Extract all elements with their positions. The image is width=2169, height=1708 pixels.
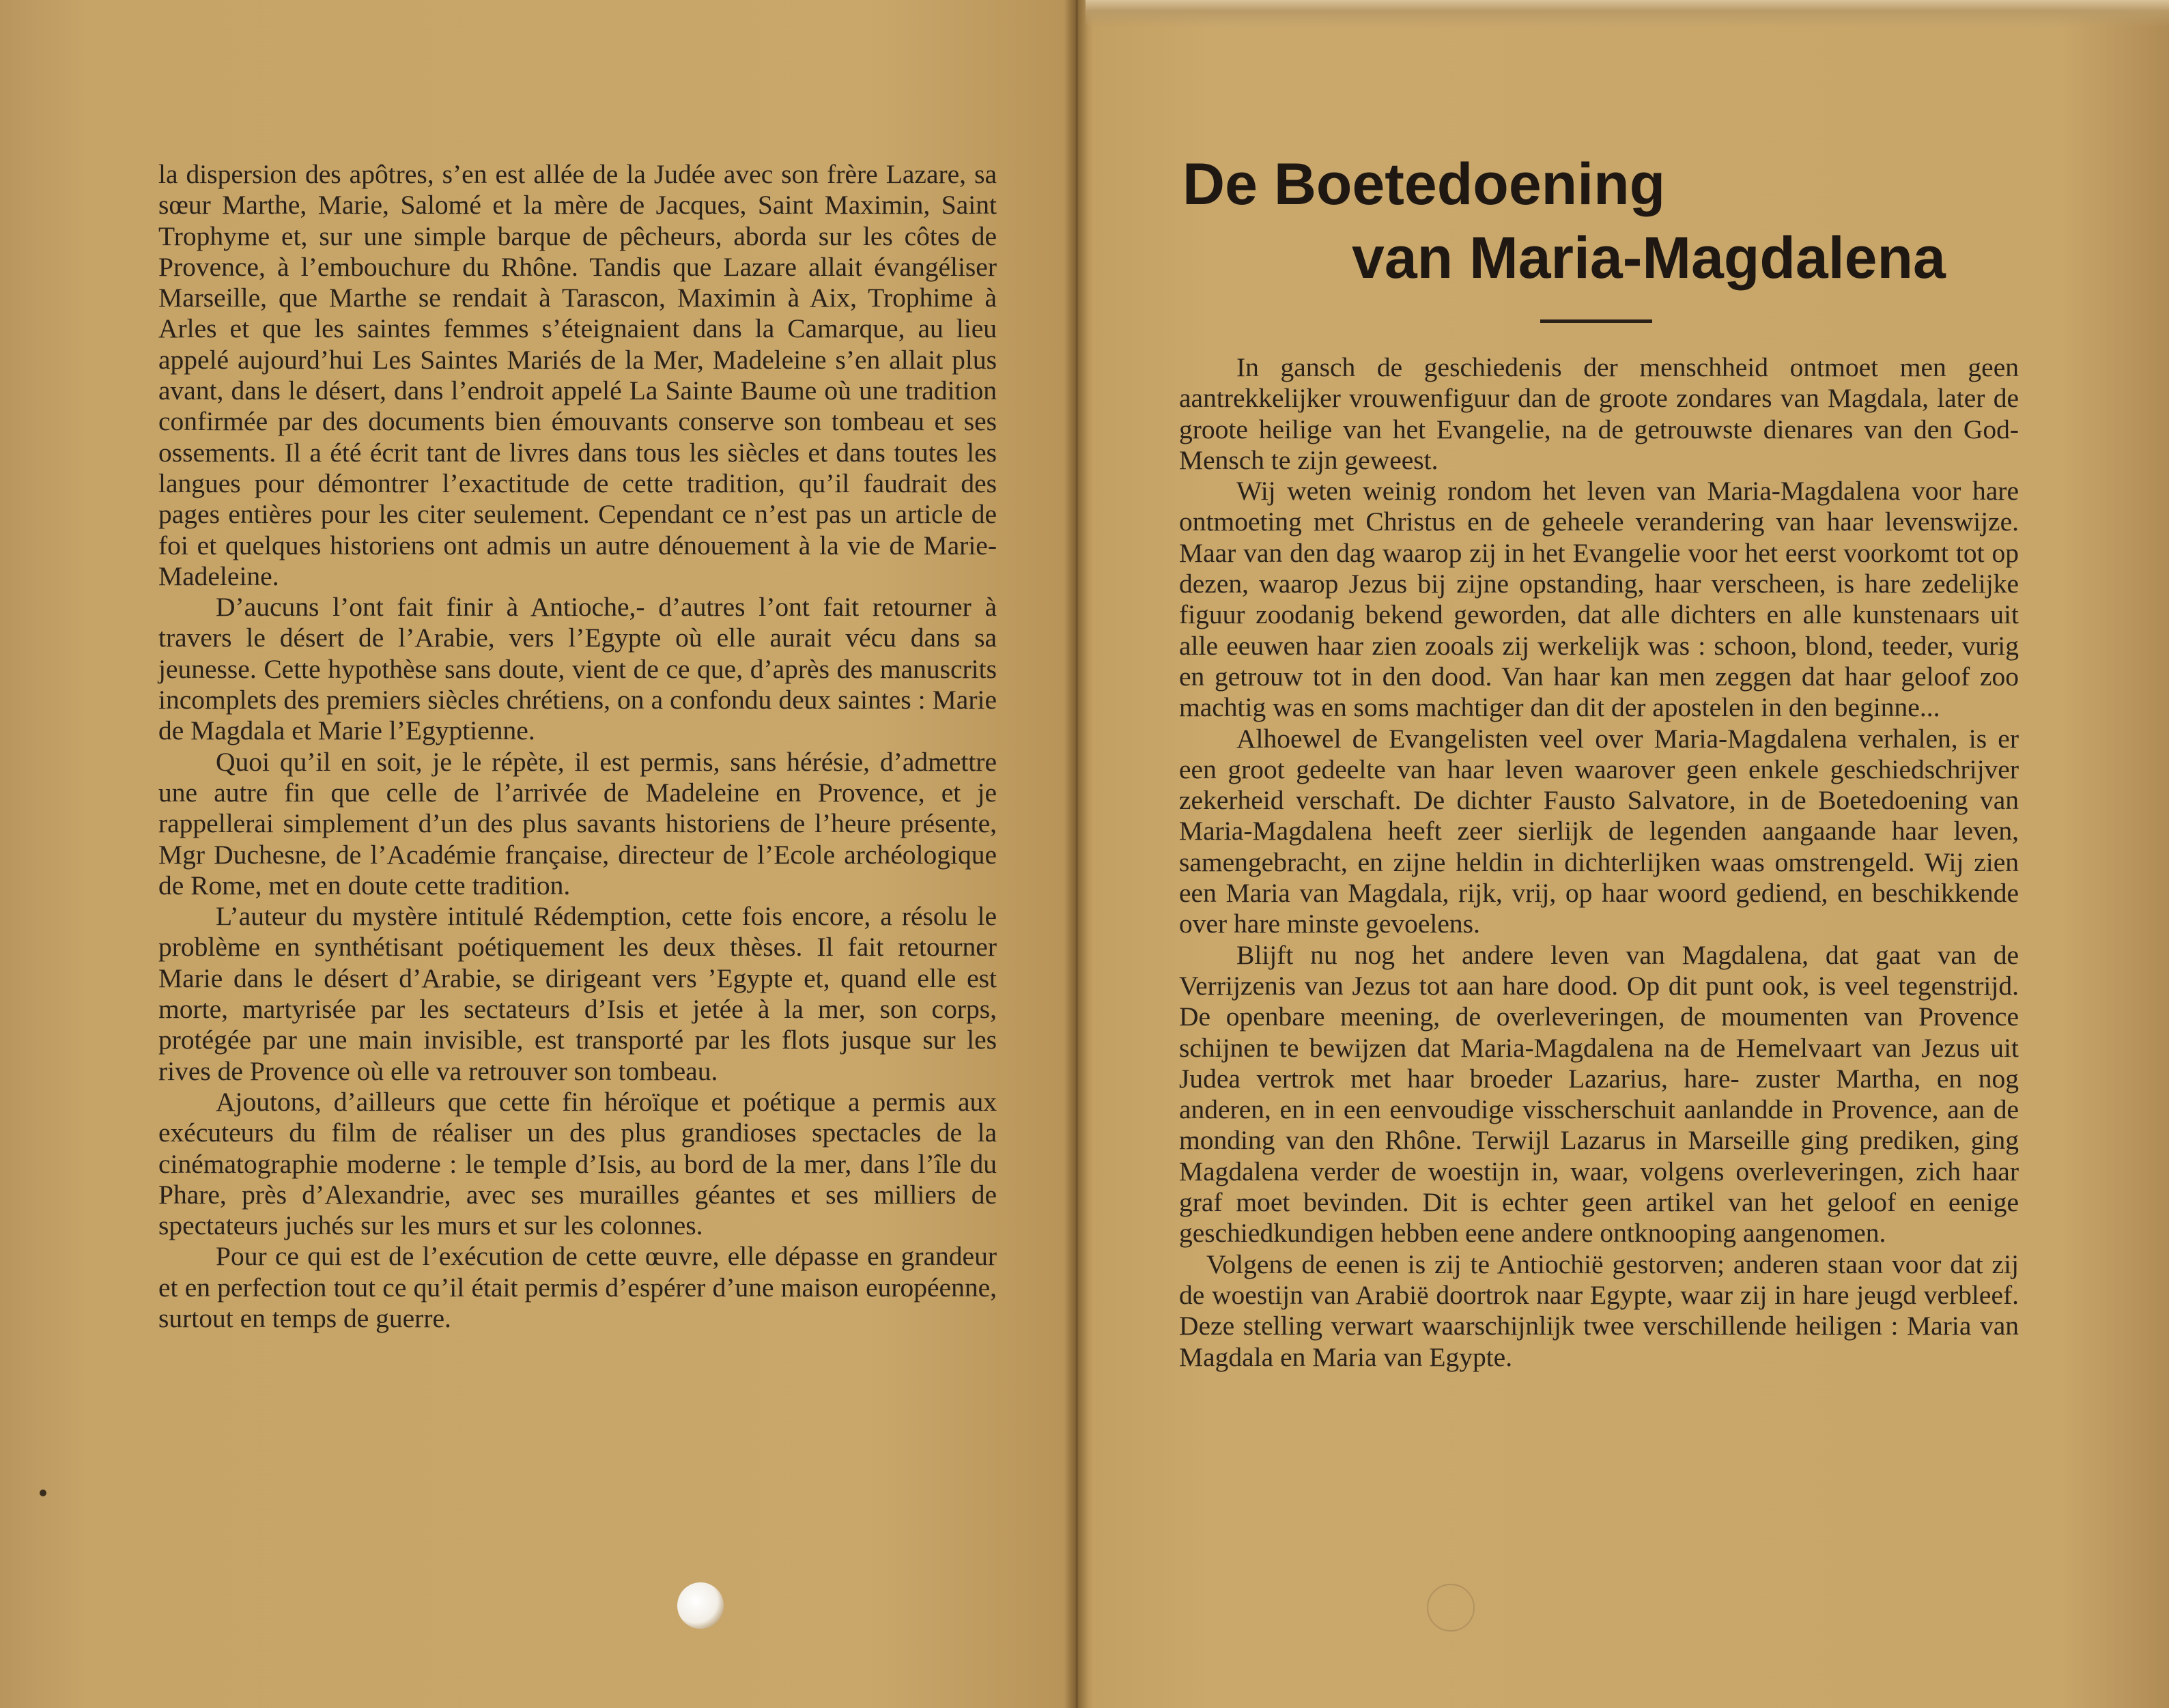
ink-dot [40, 1490, 46, 1496]
left-paragraph-1: la dispersion des apôtres, s’en est allée de la Judée avec son frère Lazare, sa sœur Marthe, Marie, Salomé et la mère de Jacques, Saint Maximin, Saint Trophyme et, sur une simple barque de pêcheurs, aborda sur les côtes de Provence, à l’embouchure du Rhône. Tandis que Lazare allait évangéliser Marseille, que Marthe se rendait à Tarascon, Maximin à Aix, Trophime à Arles et que les saintes femmes s’éteignaient dans la Camarque, au lieu appelé aujourd’hui Les Saintes Mariés de la Mer, Madeleine s’en allait plus avant, dans le désert, dans l’endroit appelé La Sainte Baume où une tradition confirmée par des documents bien émouvants conserve son tombeau et ses ossements. Il a été écrit tant de livres dans tous les siècles et dans toutes les langues pour démontrer l’exactitude de cette tradition, qu’il faudrait des pages entières pour les citer seulement. Cependant ce n’est pas un article de foi et quelques historiens ont admis un autre dénouement à la vie de Marie-Madeleine. [158, 159, 997, 591]
left-paragraph-3: Quoi qu’il en soit, je le répète, il est permis, sans hérésie, d’admettre une autre fin que celle de l’arrivée de Madeleine en Provence, et je rappellerai simplement d’un des plus savants historiens de l’heure présente, Mgr Duchesne, de l’Académie française, directeur de l’Ecole archéologique de Rome, met en doute cette tradition. [158, 746, 997, 900]
left-paragraph-4: L’auteur du mystère intitulé Rédemption, cette fois encore, a résolu le problème en synthétisant poétiquement les deux thèses. Il fait retourner Marie dans le désert d’Arabie, se dirigeant vers ’Egypte et, quand elle est morte, martyrisée par les sectateurs d’Isis et jetée à la mer, son corps, protégée par une main invisible, est transporté par les flots jusque sur les rives de Provence où elle va retrouver son tombeau. [158, 901, 997, 1086]
article-title-line-1: De Boetedoening [1182, 152, 1666, 217]
article-title-line-2: van Maria-Magdalena [1352, 225, 1946, 291]
right-paragraph-2: Wij weten weinig rondom het leven van Maria-Magdalena voor hare ontmoeting met Christus en de geheele verandering van haar levenswijze. Maar van den dag waarop zij in het Evangelie voor het eerst voorkomt tot op dezen, waarop Jezus bij zijne opstanding, haar verscheen, is hare zedelijke figuur zoodanig bekend geworden, dat alle dichters en alle kunstenaars uit alle eeuwen haar zien zooals zij werkelijk was : schoon, blond, teeder, vurig en getrouw tot in den dood. Van haar kan men zeggen dat haar geloof zoo machtig was en soms machtiger dan dit der apostelen in den beginne... [1179, 476, 2019, 723]
right-paragraph-5: Volgens de eenen is zij te Antiochië gestorven; anderen staan voor dat zij de woestijn van Arabië doortrok naar Egypte, waar zij in hare jeugd verbleef. Deze stelling verwart waarschijnlijk twee verschillende heiligen : Maria van Magdala en Maria van Egypte. [1179, 1249, 2019, 1372]
right-paragraph-1: In gansch de geschiedenis der menschheid ontmoet men geen aantrekkelijker vrouwenfiguur dan de groote zondares van Magdala, later de groote heilige van het Evangelie, na de getrouwste dienares van den God-Mensch te zijn geweest. [1179, 352, 2019, 475]
punch-hole-mark [1427, 1584, 1475, 1632]
left-paragraph-5: Ajoutons, d’ailleurs que cette fin héroïque et poétique a permis aux exécuteurs du film de réaliser un des plus grandioses spectacles de la cinématographie moderne : le temple d’Isis, au bord de la mer, dans l’île du Phare, près d’Alexandrie, avec ses murailles géantes et ses milliers de spectateurs juchés sur les murs et sur les colonnes. [158, 1086, 997, 1241]
left-paragraph-2: D’aucuns l’ont fait finir à Antioche,- d’autres l’ont fait retourner à travers le désert de l’Arabie, vers l’Egypte où elle aurait vécu dans sa jeunesse. Cette hypothèse sans doute, vient de ce que, d’après des manuscrits incomplets des premiers siècles chrétiens, on a confondu deux saintes : Marie de Magdala et Marie l’Egyptienne. [158, 592, 997, 746]
left-paragraph-6: Pour ce qui est de l’exécution de cette œuvre, elle dépasse en grandeur et en perfection tout ce qu’il était permis d’espérer d’une maison européenne, surtout en temps de guerre. [158, 1241, 997, 1333]
right-paragraph-4: Blijft nu nog het andere leven van Magdalena, dat gaat van de Verrijzenis van Jezus tot aan hare dood. Op dit punt ook, is veel tegenstrijd. De openbare meening, de overleveringen, de moumenten van Provence schijnen te bewijzen dat Maria-Magdalena na de Hemelvaart van Jezus uit Judea vertrok met haar broeder Lazarius, hare- zuster Martha, en nog anderen, en in een eenvoudige visscherschuit aanlandde in Provence, aan de monding van den Rhône. Terwijl Lazarus in Marseille ging prediken, ging Magdalena verder de woestijn in, waar, volgens overleveringen, zich haar graf moet bevinden. Dit is echter geen artikel van het geloof en eenige geschiedkundigen hebben eene andere ontknooping aangenomen. [1179, 939, 2019, 1249]
title-divider [1540, 319, 1652, 323]
right-paragraph-3: Alhoewel de Evangelisten veel over Maria-Magdalena verhalen, is er een groot gedeelte van haar leven waarover geen enkele geschiedschrijver zekerheid verschaft. De dichter Fausto Salvatore, in de Boetedoening van Maria-Magdalena heeft zeer sierlijk de legenden aangaande haar leven, samengebracht, en zijne heldin in dichterlijken waas omstrengeld. Wij zien een Maria van Magdala, rijk, vrij, op haar woord gediend, en beschikkende over hare minste gevoelens. [1179, 723, 2019, 939]
right-text-column [1179, 352, 2019, 1373]
punch-hole [677, 1582, 724, 1629]
left-page [0, 0, 1075, 1708]
left-text-column [158, 159, 997, 1334]
